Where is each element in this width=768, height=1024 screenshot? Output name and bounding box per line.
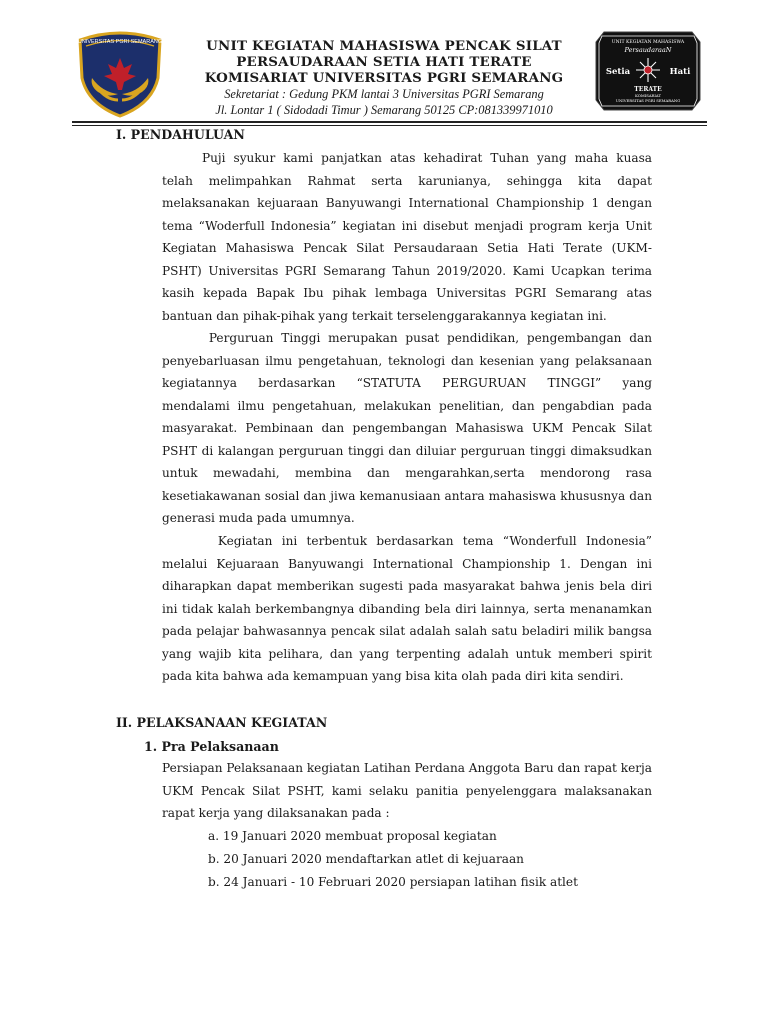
- paragraph-line: PSHT) Universitas PGRI Semarang Tahun 2019/2020. Kami Ucapkan terima: [162, 263, 652, 278]
- paragraph-line: Perguruan Tinggi merupakan pusat pendidikan, pengembangan dan: [162, 331, 652, 345]
- paragraph-line: Kegiatan Mahasiswa Pencak Silat Persaudaraan Setia Hati Terate (UKM-: [162, 241, 652, 255]
- paragraph-line: kasih kepada Bapak Ibu pihak lembaga Universitas PGRI Semarang atas: [162, 286, 652, 300]
- paragraph-line: melalui Kejuaraan Banyuwangi International Championship 1. Dengan ini: [162, 556, 652, 571]
- badge-arc-text: PersaudaraaN: [624, 46, 672, 54]
- letterhead-line-1: UNIT KEGIATAN MAHASISWA PENCAK SILAT: [206, 38, 562, 54]
- badge-bottom-text-1: TERATE: [634, 86, 662, 93]
- paragraph-line: Puji syukur kami panjatkan atas kehadirat Tuhan yang maha kuasa: [162, 151, 652, 165]
- badge-top-text: UNIT KEGIATAN MAHASISWA: [611, 40, 685, 45]
- section-2-paragraph-1: [162, 757, 652, 825]
- badge-right-text: Hati: [669, 67, 691, 77]
- letterhead-divider: [72, 121, 707, 123]
- paragraph-line: PSHT di kalangan perguruan tinggi dan diluiar perguruan tinggi dimaksudkan: [162, 443, 652, 458]
- paragraph-line: pada kita bahwa ada kemampuan yang bisa kita olah pada diri kita sendiri.: [162, 669, 624, 683]
- paragraph-line: diharapkan dapat memberikan sugesti pada masyarakat bahwa jenis bela diri: [162, 579, 652, 593]
- left-logo-text: UNIVERSITAS PGRI SEMARANG: [77, 39, 163, 45]
- paragraph-line: kesetiakawanan sosial dan jiwa kemanusiaan antara mahasiswa khususnya dan: [162, 488, 652, 503]
- section-1-paragraph-3: [162, 530, 652, 688]
- list-item: b. 20 Januari 2020 mendaftarkan atlet di kejuaraan: [208, 852, 524, 866]
- paragraph-line: Kegiatan ini terbentuk berdasarkan tema “Wonderfull Indonesia”: [162, 534, 652, 548]
- list-item: a. 19 Januari 2020 membuat proposal kegiatan: [208, 829, 497, 843]
- letterhead-address-1: Sekretariat : Gedung PKM lantai 3 Universitas PGRI Semarang: [224, 87, 544, 101]
- section-1-paragraph-2: [162, 327, 652, 530]
- letterhead: [180, 38, 588, 118]
- section-1-heading: I. PENDAHULUAN: [116, 127, 245, 142]
- paragraph-line: UKM Pencak Silat PSHT, kami selaku panitia penyelenggara malaksanakan: [162, 783, 652, 798]
- university-logo-icon: [72, 26, 168, 118]
- paragraph-line: bantuan dan pihak-pihak yang terkait terselenggarakannya kegiatan ini.: [162, 308, 607, 323]
- list-item: b. 24 Januari - 10 Februari 2020 persiapan latihan fisik atlet: [208, 875, 578, 889]
- badge-bottom-text-2: KOMISARIAT: [634, 93, 662, 98]
- paragraph-line: Persiapan Pelaksanaan kegiatan Latihan Perdana Anggota Baru dan rapat kerja: [162, 761, 652, 775]
- paragraph-line: tema “Woderfull Indonesia” kegiatan ini disebut menjadi program kerja Unit: [162, 218, 652, 233]
- paragraph-line: kegiatannya berdasarkan “STATUTA PERGURUAN TINGGI” yang: [162, 376, 652, 390]
- paragraph-line: pada pelajar bahwasannya pencak silat adalah salah satu beladiri milik bangsa: [162, 624, 652, 638]
- paragraph-line: generasi muda pada umumnya.: [162, 511, 355, 525]
- paragraph-line: masyarakat. Pembinaan dan pengembangan Mahasiswa UKM Pencak Silat: [162, 421, 652, 435]
- paragraph-line: ini tidak kalah berkembangnya dibanding bela diri lainnya, serta menanamkan: [162, 601, 652, 616]
- paragraph-line: melaksanakan kejuaraan Banyuwangi International Championship 1 dengan: [162, 196, 652, 210]
- section-2-subheading: 1. Pra Pelaksanaan: [144, 739, 279, 754]
- section-2-heading: II. PELAKSANAAN KEGIATAN: [116, 715, 328, 730]
- letterhead-line-3: KOMISARIAT UNIVERSITAS PGRI SEMARANG: [204, 70, 564, 86]
- section-1-paragraph-1: [162, 147, 652, 327]
- psht-badge-icon: [594, 28, 702, 114]
- badge-bottom-text-3: UNIVERSITAS PGRI SEMARANG: [615, 98, 681, 103]
- paragraph-line: telah melimpahkan Rahmat serta karunianya, sehingga kita dapat: [162, 173, 652, 188]
- paragraph-line: mendalami ilmu pengetahuan, melakukan penelitian, dan pengabdian pada: [162, 398, 652, 413]
- letterhead-address-2: Jl. Lontar 1 ( Sidodadi Timur ) Semarang 50125 CP:081339971010: [215, 103, 553, 117]
- letterhead-line-2: PERSAUDARAAN SETIA HATI TERATE: [236, 54, 532, 70]
- paragraph-line: penyebarluasan ilmu pengetahuan, teknologi dan kesenian yang pelaksanaan: [162, 353, 652, 368]
- paragraph-line: yang wajib kita pelihara, dan yang terpenting adalah untuk memberi spirit: [162, 646, 652, 661]
- badge-left-text: Setia: [605, 67, 631, 77]
- letterhead-divider-thin: [72, 125, 707, 126]
- paragraph-line: rapat kerja yang dilaksanakan pada :: [162, 806, 390, 820]
- paragraph-line: untuk mewadahi, membina dan mengarahkan,serta mendorong rasa: [162, 466, 652, 480]
